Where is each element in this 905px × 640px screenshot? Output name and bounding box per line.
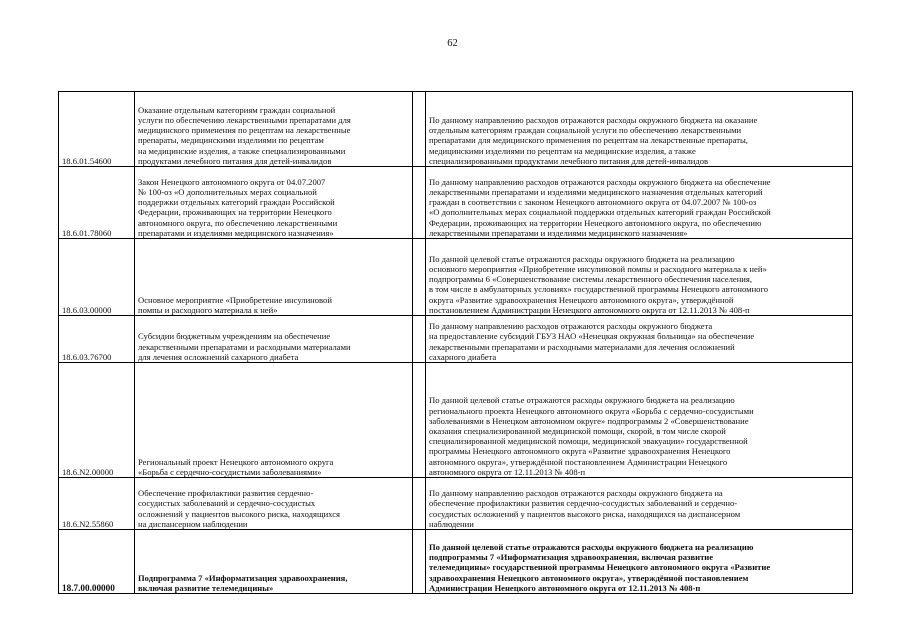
table-row [59, 239, 853, 316]
name-line: медицинского применения по рецептам на лекарственные [138, 125, 351, 136]
name-line: продуктами лечебного питания для детей-инвалидов [138, 155, 332, 166]
row-name [135, 530, 413, 594]
spacer-cell [413, 316, 426, 363]
row-code: 18.6.03.76700 [59, 316, 135, 363]
row-description [426, 530, 853, 594]
name-line: № 100-оз «О дополнительных мерах социальной [138, 186, 317, 197]
name-line: препаратами и изделиями медицинского назначения» [138, 227, 334, 238]
row-description [426, 92, 853, 167]
description-line: Федерации, проживающих на территории Ненецкого автономного округа, по обеспечению [429, 217, 762, 228]
row-name [135, 316, 413, 363]
name-line: помпы и расходного материала к ней» [138, 304, 278, 315]
row-code: 18.7.00.00000 [59, 530, 135, 594]
name-line: услуги по обеспечению лекарственными препаратами для [138, 114, 351, 125]
description-line: Администрации Ненецкого автономного округа от 12.11.2013 № 408-п [429, 582, 701, 593]
name-line: «Борьба с сердечно-сосудистыми заболеваниями» [138, 466, 322, 477]
description-line: По данной целевой статье отражаются расходы окружного бюджета на реализацию [429, 395, 735, 406]
row-description [426, 167, 853, 239]
spacer-cell [413, 363, 426, 478]
description-line: граждан в соответствии с законом Ненецкого автономного округа от 04.07.2007 № 100-оз [429, 197, 757, 208]
name-line: препараты, медицинскими изделиями по рецептам [138, 135, 324, 146]
name-line: Закон Ненецкого автономного округа от 04.07.2007 [138, 176, 326, 187]
description-line: По данному направлению расходов отражаются расходы окружного бюджета на оказание [429, 114, 758, 125]
description-line: заболеваниями в Ненецком автономном округе» подпрограммы 2 «Совершенствование [429, 415, 749, 426]
name-line: Субсидии бюджетным учреждениям на обеспечение [138, 331, 331, 342]
row-name [135, 363, 413, 478]
description-line: По данному направлению расходов отражаются расходы окружного бюджета [429, 321, 713, 332]
name-line: Подпрограмма 7 «Информатизация здравоохранения, [138, 572, 348, 583]
description-line: на предоставление субсидий ГБУЗ НАО «Ненецкая окружная больница» на обеспечение [429, 331, 755, 342]
description-line: медицинскими изделиями по рецептам на медицинские изделия, а также [429, 145, 696, 156]
spacer-cell [413, 167, 426, 239]
name-line: Региональный проект Ненецкого автономного округа [138, 456, 334, 467]
description-line: в том числе в амбулаторных условиях» государственной программы Ненецкого автономного [429, 284, 769, 295]
table-row [59, 363, 853, 478]
table-body [59, 92, 853, 594]
name-line: поддержки отдельных категорий граждан Российской [138, 197, 335, 208]
name-line: на медицинские изделия, а также специализированными [138, 145, 346, 156]
description-line: По данной целевой статье отражаются расходы окружного бюджета на реализацию [429, 541, 754, 552]
description-line: По данному направлению расходов отражаются расходы окружного бюджета на [429, 488, 723, 499]
spacer-cell [413, 530, 426, 594]
description-line: постановлением Администрации Ненецкого автономного округа от 12.11.2013 № 408-п [429, 304, 750, 315]
row-name [135, 92, 413, 167]
table-row [59, 167, 853, 239]
row-description [426, 316, 853, 363]
description-line: здравоохранения Ненецкого автономного округа», утверждённой постановлением [429, 572, 749, 583]
table-row [59, 478, 853, 530]
row-name [135, 167, 413, 239]
row-code: 18.6.03.00000 [59, 239, 135, 316]
name-line: Федерации, проживающих на территории Ненецкого [138, 207, 332, 218]
description-line: программы Ненецкого автономного округа «Развитие здравоохранения Ненецкого [429, 446, 731, 457]
description-line: подпрограммы 6 «Совершенствование системы лекарственного обеспечения населения, [429, 274, 752, 285]
table-row [59, 530, 853, 594]
row-code: 18.6.N2.00000 [59, 363, 135, 478]
description-line: телемедицины» государственной программы Ненецкого автономного округа «Развитие [429, 562, 771, 573]
row-code: 18.6.01.54600 [59, 92, 135, 167]
row-description [426, 478, 853, 530]
description-line: «О дополнительных мерах социальной поддержки отдельных категорий граждан Российской [429, 207, 771, 218]
row-name [135, 478, 413, 530]
name-line: Обеспечение профилактики развития сердечно- [138, 488, 314, 499]
description-line: отдельным категориям граждан социальной услуги по обеспечению лекарственными [429, 125, 742, 136]
description-line: автономного округа», утверждённой постановлением Администрации Ненецкого [429, 456, 728, 467]
name-line: Оказание отдельным категориям граждан социальной [138, 104, 336, 115]
description-line: лекарственными препаратами и расходными материалами для лечения осложнений [429, 341, 735, 352]
spacer-cell [413, 92, 426, 167]
row-code: 18.6.01.78060 [59, 167, 135, 239]
description-line: округа «Развитие здравоохранения Ненецкого автономного округа», утверждённой [429, 294, 734, 305]
description-line: сахарного диабета [429, 351, 497, 362]
name-line: на диспансерном наблюдении [138, 518, 248, 529]
description-line: основного мероприятия «Приобретение инсулиновой помпы и расходного материала к ней» [429, 263, 767, 274]
name-line: автономного округа, по обеспечению лекарственными [138, 217, 338, 228]
description-line: подпрограммы 7 «Информатизация здравоохранения, включая развитие [429, 552, 714, 563]
name-line: включая развитие телемедицины» [138, 582, 274, 593]
description-line: оказания специализированной медицинской помощи, скорой, в том числе скорой [429, 425, 726, 436]
description-line: специализированной медицинской помощи, медицинской эвакуации» государственной [429, 436, 748, 447]
description-line: сосудистых осложнений у пациентов высокого риска, находящихся на диспансерном [429, 508, 741, 519]
name-line: Основное мероприятие «Приобретение инсулиновой [138, 294, 332, 305]
row-description [426, 239, 853, 316]
description-line: По данному направлению расходов отражаются расходы окружного бюджета на обеспечение [429, 176, 771, 187]
row-description [426, 363, 853, 478]
description-line: регионального проекта Ненецкого автономного округа «Борьба с сердечно-сосудистыми [429, 405, 754, 416]
row-name [135, 239, 413, 316]
page-number: 62 [447, 38, 458, 49]
name-line: сосудистых заболеваний и сердечно-сосудистых [138, 498, 316, 509]
description-line: автономного округа от 12.11.2013 № 408-п [429, 466, 586, 477]
description-line: По данной целевой статье отражаются расходы окружного бюджета на реализацию [429, 253, 735, 264]
description-line: лекарственными препаратами и изделиями медицинского назначения» [429, 227, 688, 238]
description-line: препаратами для медицинского применения по рецептам на лекарственные препараты, [429, 135, 748, 146]
name-line: лекарственными препаратами и расходными материалами [138, 341, 351, 352]
description-line: лекарственными препаратами и изделиями медицинского назначения отдельных категорий [429, 186, 763, 197]
description-line: обеспечение профилактики развития сердечно-сосудистых заболеваний и сердечно- [429, 498, 738, 509]
row-code: 18.6.N2.55860 [59, 478, 135, 530]
budget-classification-table [58, 91, 853, 594]
description-line: специализированными продуктами лечебного питания для детей-инвалидов [429, 155, 709, 166]
spacer-cell [413, 239, 426, 316]
spacer-cell [413, 478, 426, 530]
description-line: наблюдении [429, 518, 474, 529]
name-line: осложнений у пациентов высокого риска, находящихся [138, 508, 340, 519]
name-line: для лечения осложнений сахарного диабета [138, 351, 299, 362]
table-row [59, 92, 853, 167]
table-row [59, 316, 853, 363]
